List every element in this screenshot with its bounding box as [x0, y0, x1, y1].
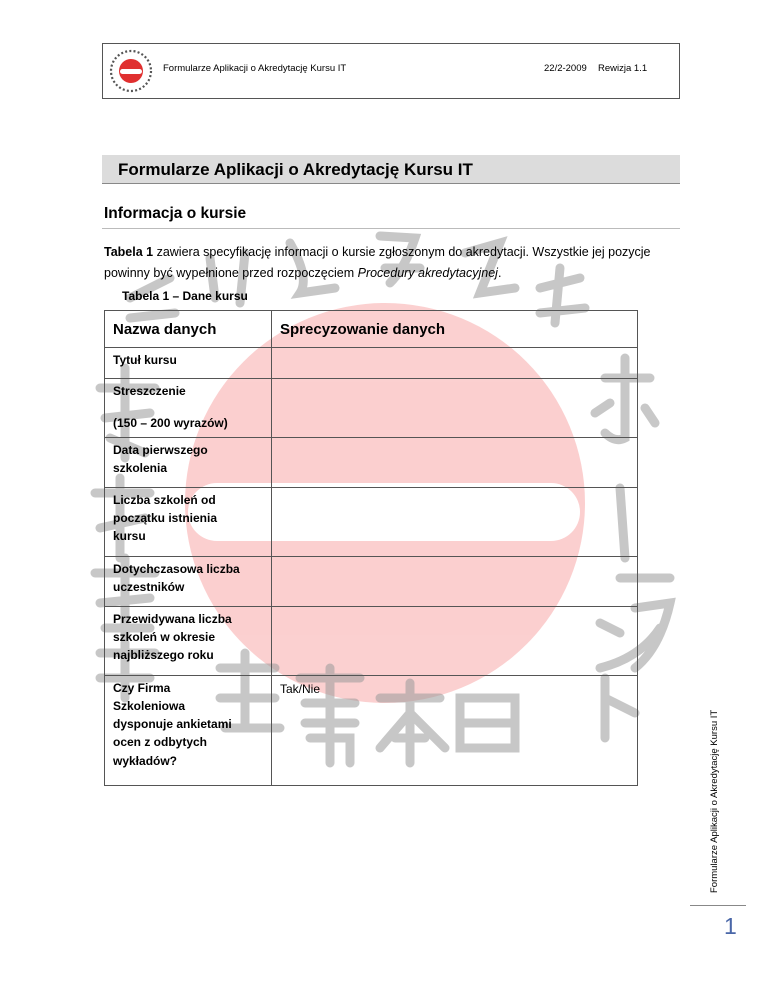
- intro-text-1: zawiera specyfikację informacji o kursie zgłoszonym do akredytacji. Wszystkie jej pozycje powinny być wypełnione przed rozpoczęciem: [104, 245, 651, 280]
- row-value[interactable]: [272, 487, 638, 556]
- table-header-row: [105, 311, 638, 348]
- table-row: [105, 379, 638, 438]
- row-label-line: uczestników: [113, 579, 185, 594]
- row-label: [105, 606, 272, 675]
- row-label-line: Tytuł kursu: [113, 353, 177, 367]
- header-title: Formularze Aplikacji o Akredytację Kursu IT: [163, 63, 347, 74]
- row-label-line: najbliższego roku: [113, 648, 214, 663]
- row-label-line: szkolenia: [113, 460, 168, 475]
- table-row: [105, 437, 638, 487]
- row-label: [105, 675, 272, 785]
- table-row: [105, 556, 638, 606]
- row-label: [105, 437, 272, 487]
- section-heading: Informacja o kursie: [104, 205, 247, 222]
- header-revision: Rewizja 1.1: [598, 63, 648, 74]
- table-row: [105, 675, 638, 785]
- row-label-line: ocen z odbytych: [113, 735, 208, 750]
- row-label-line: Streszczenie: [113, 384, 186, 398]
- row-label-line: wykładów?: [113, 753, 178, 768]
- row-value[interactable]: [272, 348, 638, 379]
- section-divider: [102, 228, 680, 229]
- table-reference: Tabela 1: [104, 245, 154, 259]
- header-date: 22/2-2009: [544, 63, 587, 74]
- course-data-table: [104, 310, 638, 786]
- table-row: [105, 606, 638, 675]
- row-label-line: szkoleń w okresie: [113, 629, 216, 644]
- row-label: [105, 348, 272, 379]
- row-value[interactable]: [272, 437, 638, 487]
- procedure-name: Procedury akredytacyjnej: [357, 266, 498, 280]
- intro-text-2: .: [497, 266, 502, 280]
- row-label-line: Liczba szkoleń od: [113, 492, 216, 507]
- row-value[interactable]: [272, 556, 638, 606]
- row-label: [105, 379, 272, 438]
- row-label-line: dysponuje ankietami: [113, 717, 232, 732]
- header-data-spec: Sprecyzowanie danych: [272, 311, 638, 348]
- intro-paragraph: [104, 242, 684, 284]
- row-label-line: początku istnienia: [113, 510, 218, 525]
- page-number: 1: [724, 913, 737, 939]
- row-label-line: Dotychczasowa liczba: [113, 561, 240, 576]
- row-label-line: Czy Firma: [113, 680, 171, 695]
- row-label-line: (150 – 200 wyrazów): [113, 416, 228, 431]
- side-footer-text: Formularze Aplikacji o Akredytację Kursu IT: [709, 709, 720, 893]
- row-value[interactable]: [272, 606, 638, 675]
- row-label-line: Przewidywana liczba: [113, 611, 232, 626]
- row-label: [105, 487, 272, 556]
- header-data-name: Nazwa danych: [105, 311, 272, 348]
- row-value[interactable]: [272, 379, 638, 438]
- table-caption: Tabela 1 – Dane kursu: [122, 289, 248, 303]
- row-label-line: [113, 400, 263, 414]
- document-title: Formularze Aplikacji o Akredytację Kursu IT: [118, 160, 473, 179]
- row-label-line: Data pierwszego: [113, 442, 208, 457]
- row-value[interactable]: Tak/Nie: [272, 675, 638, 785]
- footer-divider: [690, 905, 746, 906]
- row-label-line: kursu: [113, 529, 146, 544]
- table-row: [105, 487, 638, 556]
- row-label-line: Szkoleniowa: [113, 698, 186, 713]
- row-label: [105, 556, 272, 606]
- title-divider: [102, 183, 680, 184]
- table-row: [105, 348, 638, 379]
- school-logo-icon: [107, 48, 155, 94]
